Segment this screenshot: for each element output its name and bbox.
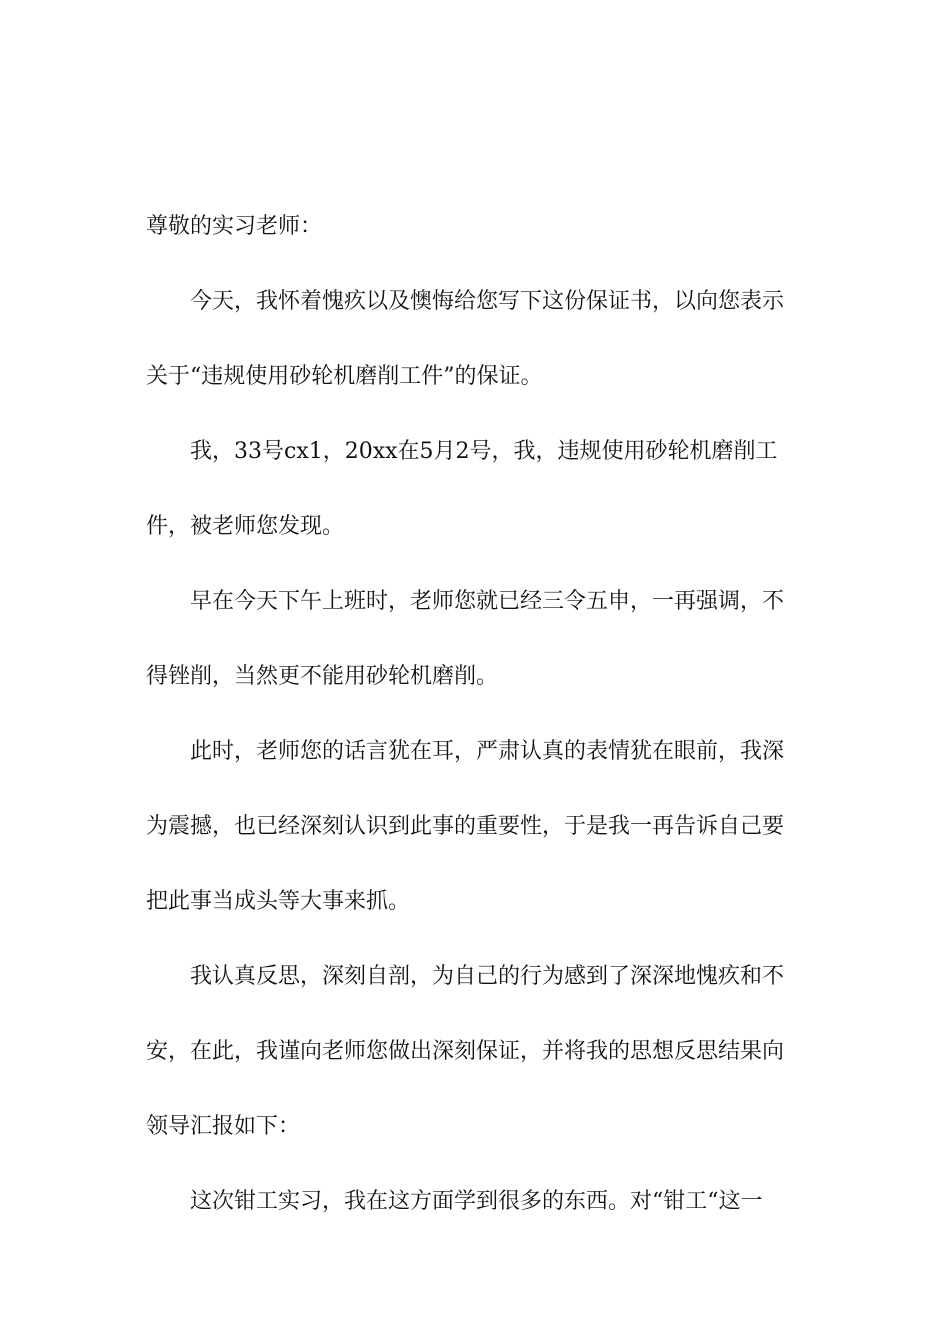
- paragraph-line: 这次钳工实习，我在这方面学到很多的东西。对“钳工“这一: [190, 1189, 763, 1214]
- paragraph-line: 今天，我怀着愧疚以及懊悔给您写下这份保证书，以向您表示: [190, 289, 785, 314]
- paragraph-line: 为震撼，也已经深刻认识到此事的重要性，于是我一再告诉自己要: [146, 814, 785, 839]
- salutation: 尊敬的实习老师：: [146, 214, 323, 239]
- paragraph-line: 领导汇报如下：: [146, 1114, 301, 1139]
- paragraph-line: 我，33号cx1，20xx在5月2号，我，违规使用砂轮机磨削工: [190, 439, 778, 464]
- paragraph-line: 关于“违规使用砂轮机磨削工件”的保证。: [146, 364, 543, 389]
- paragraph-line: 此时，老师您的话言犹在耳，严肃认真的表情犹在眼前，我深: [190, 739, 785, 764]
- paragraph-line: 早在今天下午上班时，老师您就已经三令五申，一再强调，不: [190, 589, 785, 614]
- paragraph-line: 安，在此，我谨向老师您做出深刻保证，并将我的思想反思结果向: [146, 1039, 785, 1064]
- paragraph-line: 件，被老师您发现。: [146, 514, 345, 539]
- paragraph-line: 我认真反思，深刻自剖，为自己的行为感到了深深地愧疚和不: [190, 964, 785, 989]
- paragraph-line: 把此事当成头等大事来抓。: [146, 889, 411, 914]
- paragraph-line: 得锉削，当然更不能用砂轮机磨削。: [146, 664, 499, 689]
